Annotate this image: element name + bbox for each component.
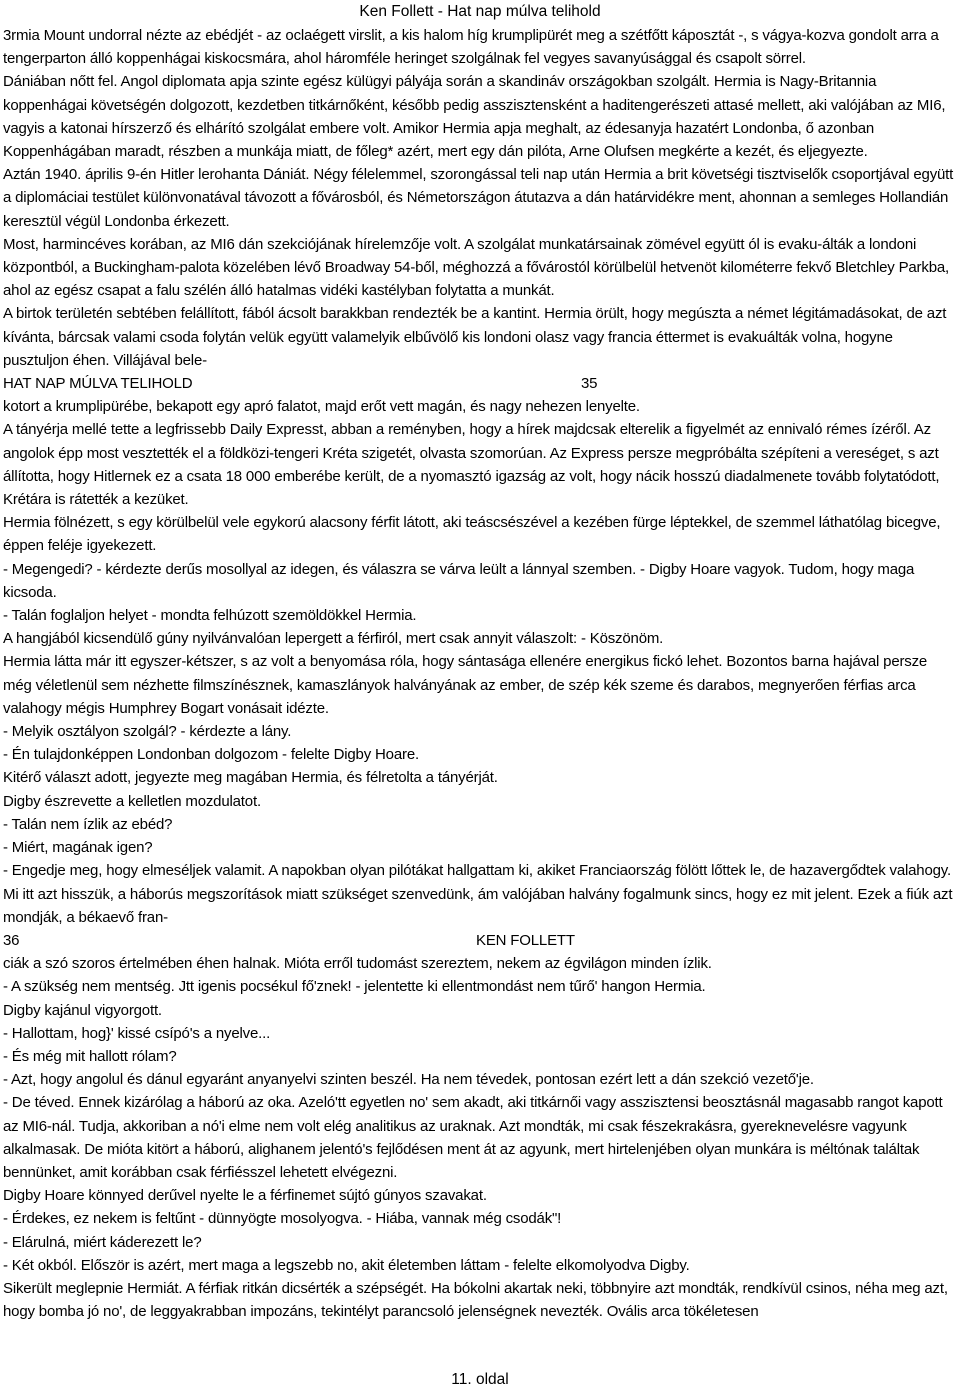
paragraph: - Talán nem ízlik az ebéd? — [3, 815, 173, 833]
paragraph: Aztán 1940. április 9-én Hitler lerohanta Dániát. Négy félelemmel, szorongással teli nap után Hermia a brit követségi tisztviselők csoportjával együtt a diplomáciai testület különvonatával távozott a fővárosból, és Németországon átutazva a dán határvidékre ment, ahonnan a semleges Hollandián keresztül végül Londonba érkezett. — [3, 166, 954, 230]
running-head-page-number: 35 — [581, 375, 598, 393]
paragraph: - Talán foglaljon helyet - mondta felhúzott szemöldökkel Hermia. — [3, 607, 417, 625]
paragraph: A hangjából kicsendülő gúny nyilvánvalóan lepergett a férfiról, mert csak annyit válaszolt: - Köszönöm. — [3, 630, 664, 648]
paragraph: Digby észrevette a kelletlen mozdulatot. — [3, 792, 261, 810]
paragraph: - És még mit hallott rólam? — [3, 1047, 177, 1065]
paragraph: - A szükség nem mentség. Jtt igenis pocsékul fő'znek! - jelentette ki ellentmondást nem tűrő' hangon Hermia. — [3, 978, 706, 996]
paragraph: - Engedje meg, hogy elmeséljek valamit. A napokban olyan pilótákat hallgattam ki, akiket Franciaország fölött lőttek le, de hazavergődtek valahogy. Mi itt azt hisszük, a háborús megszorítások miatt szükséget szenvedünk, ám valójában halvány fogalmunk sincs, hogy ez mit jelent. Ezek a fiúk azt mondják, a békaevő fran- — [3, 862, 953, 926]
paragraph: - Két okból. Először is azért, mert maga a legszebb no, akit életemben láttam - felelte elkomolyodva Digby. — [3, 1256, 690, 1274]
paragraph: kotort a krumplipürébe, bekapott egy apró falatot, majd erőt vett magán, és nagy nehezen lenyelte. — [3, 398, 640, 416]
paragraph: Dániában nőtt fel. Angol diplomata apja szinte egész külügyi pályája során a skandináv országokban szolgált. Hermia is Nagy-Britannia koppenhágai követségén dolgozott, kezdetben titkárnőként, később pedig asszisztensként a haditengerészeti attasé mellett, aki valójában az MI6, vagyis a katonai hírszerző és elhárító szolgálat embere volt. Amikor Hermia apja meghalt, az édesanyja hazatért Londonba, ő azonban Koppenhágában maradt, részben a munkája miatt, de főleg* azért, mert egy dán pilóta, Arne Olufsen megkérte a kezét, és eljegyezte. — [3, 73, 946, 161]
page-header: Ken Follett - Hat nap múlva telihold — [359, 3, 601, 20]
paragraph: Sikerült meglepnie Hermiát. A férfiak ritkán dicsérték a szépségét. Ha bókolni akartak neki, többnyire azt mondták, rendkívül csinos, néha meg azt, hogy bomba jó no', de leggyakrabban impozáns, tekintélyt parancsoló jelenségnek nevezték. Ovális arca tökéletesen — [3, 1279, 948, 1321]
running-head — [3, 929, 959, 952]
document-body — [3, 24, 959, 1323]
page-number-footer: 11. oldal — [451, 1371, 509, 1388]
paragraph: - Elárulná, miért káderezett le? — [3, 1233, 202, 1251]
paragraph: - Hallottam, hog}' kissé csípó's a nyelve... — [3, 1024, 271, 1042]
paragraph: Digby Hoare könnyed derűvel nyelte le a férfinemet sújtó gúnyos szavakat. — [3, 1187, 487, 1205]
paragraph: 3rmia Mount undorral nézte az ebédjét - az oclaégett virslit, a kis halom híg krumplipürét meg a szétfőtt káposztát -, s vágya-kozva gondolt arra a tengerparton álló koppenhágai kiskocsmára, ahol háromféle heringet szolgálnak fel vegyes savanyúsággal és csapolt sörrel. — [3, 27, 939, 68]
paragraph: A birtok területén sebtében felállított, fából ácsolt barakkban rendezték be a kantint. Hermia örült, hogy megúszta a német légitámadásokat, de azt kívánta, bárcsak valami csoda folytán velük együtt valamelyik elbűvölő kis londoni olasz vagy francia éttermet is evakuálták volna, hogyne pusztuljon éhen. Villájával bele- — [3, 305, 947, 369]
paragraph: - Azt, hogy angolul és dánul egyaránt anyanyelvi szinten beszél. Ha nem tévedek, pontosan ezért lett a dán szekció vezető'je. — [3, 1071, 814, 1089]
paragraph: - Érdekes, ez nekem is feltűnt - dünnyögte mosolyogva. - Hiába, vannak még csodák"! — [3, 1210, 562, 1228]
paragraph: - De téved. Ennek kizárólag a háború az oka. Azeló'tt egyetlen no' sem akadt, aki titkárnői vagy asszisztensi beosztásnál magasabb rangot kapott az MI6-nál. Tudja, akkoriban a nó'i elme nem volt elég analitikus az uraknak. Azt mondták, mi csak fészekrakásra, gyereknevelésre vagyunk alkalmasak. De mióta kitört a háború, alighanem jelentó's fejlődésen ment át az agyunk, mert hirtelenjében olyan munkára is méltónak találtak bennünket, amit korábban csak férfiésszel lehetett elvégezni. — [3, 1094, 943, 1181]
running-head-author: KEN FOLLETT — [476, 931, 575, 949]
paragraph: A tányérja mellé tette a legfrissebb Daily Expresst, abban a reményben, hogy a hírek majdcsak elterelik a figyelmét az ennivaló rémes ízéről. Az angolok épp most vesztették el a földközi-tengeri Kréta szigetét, olvasta szomorúan. Az Express persze megpróbálta szépíteni a vereséget, s azt állította, hogy Hitlernek ez a csata 18 000 emberébe került, de a nyomasztó igazság az volt, hogy nácik hosszú diadalmenete tovább folytatódott, Krétára is rátették a kezüket. — [3, 421, 940, 509]
paragraph: Hermia fölnézett, s egy körülbelül vele egykorú alacsony férfit látott, aki teáscsészével a kezében fürge léptekkel, de szemmel láthatólag bicegve, éppen feléje igyekezett. — [3, 514, 941, 555]
paragraph: Digby kajánul vigyorgott. — [3, 1001, 162, 1019]
paragraph: Hermia látta már itt egyszer-kétszer, s az volt a benyomása róla, hogy sántasága ellenére energikus fickó lehet. Bozontos barna hajával persze még véletlenül sem nézhette filmszínésznek, kamaszlányok halványának az ember, de szép kék szeme és darabos, megnyerően férfias arca valahogy mégis Humphrey Bogart vonásait idézte. — [3, 653, 928, 717]
paragraph: Most, harmincéves korában, az MI6 dán szekciójának hírelemzője volt. A szolgálat munkatársainak zömével együtt ól is evaku-álták a londoni központból, a Buckingham-palota közelében lévő Broadway 54-ből, méghozzá a fővárostól körülbelül hetvenöt kilométerre fekvő Bletchley Parkba, ahol az egész csapat a falu szélén álló hatalmas vidéki kastélyban folytatta a munkát. — [3, 235, 950, 300]
paragraph: - Én tulajdonképpen Londonban dolgozom - felelte Digby Hoare. — [3, 746, 419, 764]
running-head — [3, 372, 959, 395]
paragraph: - Miért, magának igen? — [3, 839, 153, 857]
paragraph: - Megengedi? - kérdezte derűs mosollyal az idegen, és válaszra se várva leült a lánnyal szemben. - Digby Hoare vagyok. Tudom, hogy maga kicsoda. — [3, 560, 915, 601]
paragraph: ciák a szó szoros értelmében éhen halnak. Mióta erről tudomást szereztem, nekem az égvilágon minden ízlik. — [3, 955, 712, 973]
running-head-title: HAT NAP MÚLVA TELIHOLD — [3, 375, 193, 393]
paragraph: - Melyik osztályon szolgál? - kérdezte a lány. — [3, 723, 292, 741]
paragraph: Kitérő választ adott, jegyezte meg magában Hermia, és félretolta a tányérját. — [3, 769, 498, 787]
running-head-page-number: 36 — [3, 931, 20, 949]
